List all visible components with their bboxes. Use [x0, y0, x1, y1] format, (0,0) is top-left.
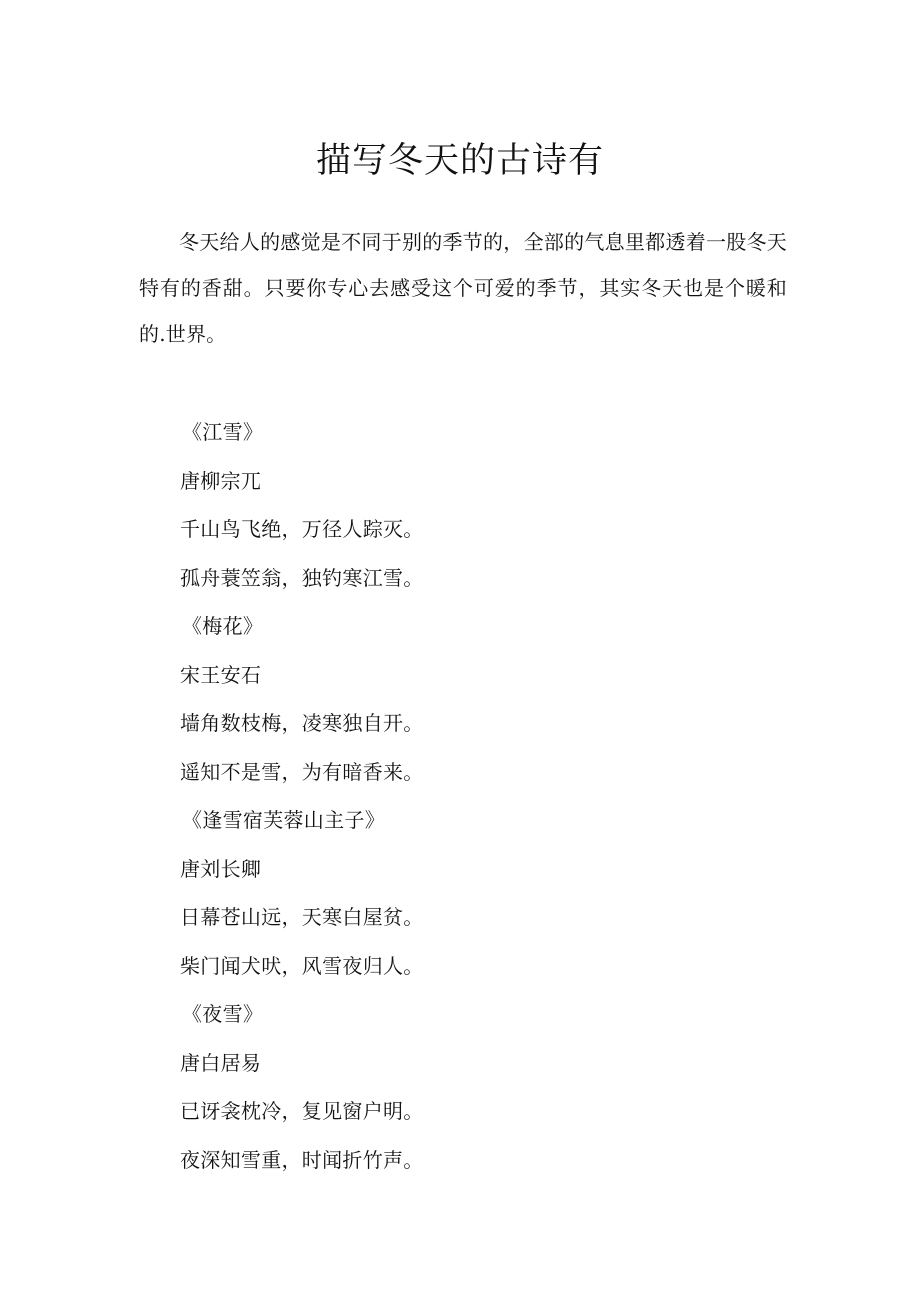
- poem-list: [180, 408, 740, 1184]
- poem-line: 已讶衾枕冷，复见窗户明。: [180, 1099, 424, 1123]
- poem-author: 唐刘长卿: [180, 856, 262, 881]
- poem-line: 日幕苍山远，天寒白屋贫。: [180, 905, 424, 929]
- poem-line: 柴门闻犬吠，风雪夜归人。: [180, 953, 424, 978]
- poem: [180, 602, 740, 796]
- poem-line: 遥知不是雪，为有暗香来。: [180, 759, 424, 784]
- poem-title: 《夜雪》: [182, 1002, 264, 1026]
- poem-author: 宋王安石: [180, 662, 262, 687]
- poem-line: 千山鸟飞绝，万径人踪灭。: [180, 517, 424, 541]
- poem-line: 夜深知雪重，时闻折竹声。: [180, 1147, 424, 1172]
- poem-title: 《梅花》: [182, 614, 264, 638]
- poem-title: 《逢雪宿芙蓉山主子》: [182, 808, 385, 832]
- poem-line: 孤舟蓑笠翁，独钓寒江雪。: [180, 565, 424, 590]
- poem: [180, 408, 740, 602]
- poem-author: 唐白居易: [180, 1050, 262, 1075]
- poem: [180, 796, 740, 990]
- page-title: 描写冬天的古诗有: [315, 141, 604, 181]
- poem-title: 《江雪》: [182, 420, 264, 444]
- poem-line: 墙角数枝梅，凌寒独自开。: [180, 711, 424, 735]
- poem-author: 唐柳宗兀: [180, 468, 262, 493]
- poem: [180, 990, 740, 1184]
- intro-paragraph: 冬天给人的感觉是不同于别的季节的，全部的气息里都透着一股冬天特有的香甜。只要你专心去感受这个可爱的季节，其实冬天也是个暖和的.世界。: [139, 230, 787, 346]
